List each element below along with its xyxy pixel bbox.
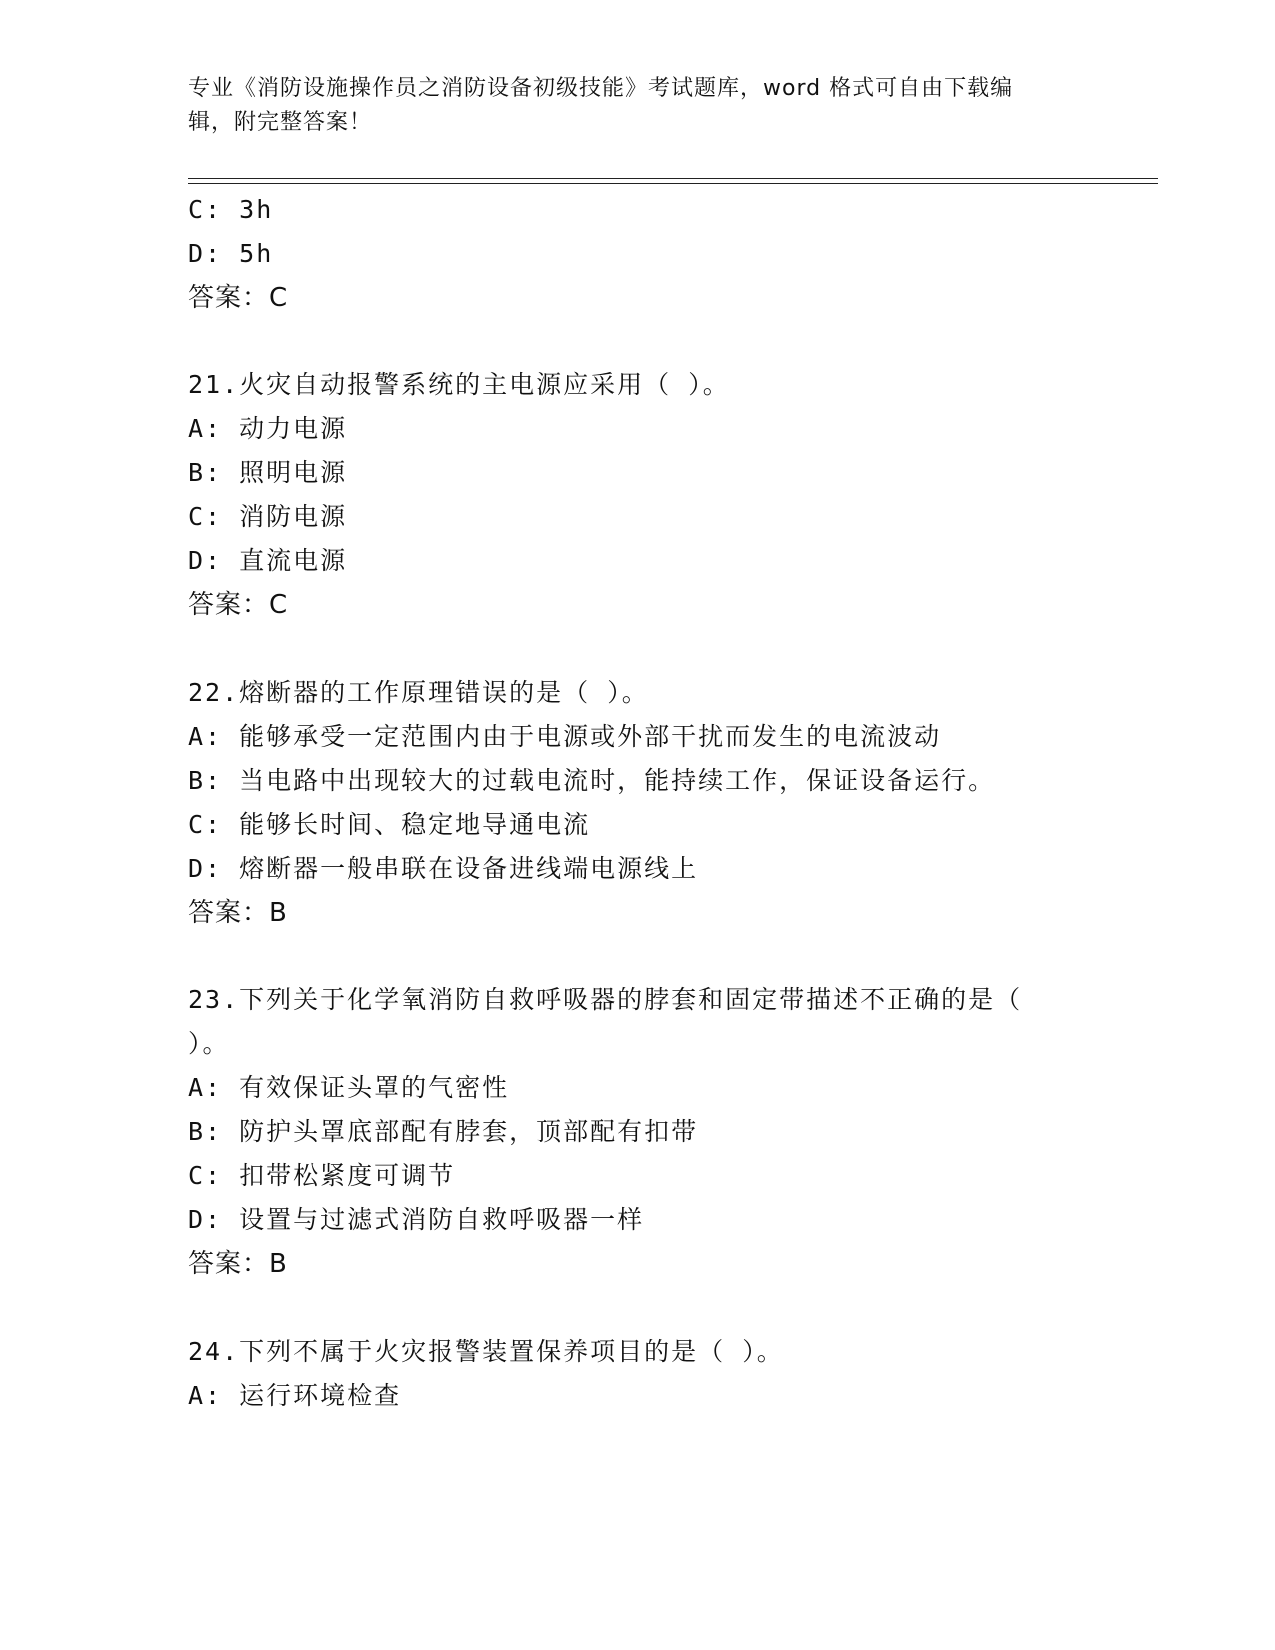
header-divider-top xyxy=(188,178,1158,179)
option-d: D: 5h xyxy=(188,239,274,268)
document-header xyxy=(188,72,1088,140)
question-23-stem-line-2: ）。 xyxy=(188,1029,230,1058)
question-24-option-a: A: 运行环境检查 xyxy=(188,1381,402,1410)
question-22-answer: 答案：B xyxy=(188,898,288,928)
question-24-stem: 24.下列不属于火灾报警装置保养项目的是（ ）。 xyxy=(188,1337,784,1366)
question-21-option-b: B: 照明电源 xyxy=(188,458,348,487)
question-23-option-d: D: 设置与过滤式消防自救呼吸器一样 xyxy=(188,1205,645,1234)
question-21-stem: 21.火灾自动报警系统的主电源应采用（ ）。 xyxy=(188,370,730,399)
header-line-1: 专业《消防设施操作员之消防设备初级技能》考试题库，word 格式可自由下载编 xyxy=(188,76,1014,101)
question-21-option-d: D: 直流电源 xyxy=(188,546,348,575)
question-23-option-a: A: 有效保证头罩的气密性 xyxy=(188,1073,510,1102)
question-23-answer: 答案：B xyxy=(188,1249,288,1279)
header-line-2: 辑，附完整答案！ xyxy=(188,110,373,135)
question-21-option-a: A: 动力电源 xyxy=(188,414,348,443)
question-23-option-c: C: 扣带松紧度可调节 xyxy=(188,1161,456,1190)
option-c: C: 3h xyxy=(188,195,274,224)
question-21-answer: 答案：C xyxy=(188,590,289,620)
question-23-option-b: B: 防护头罩底部配有脖套，顶部配有扣带 xyxy=(188,1117,699,1146)
header-divider-bottom xyxy=(188,183,1158,184)
question-22-option-c: C: 能够长时间、稳定地导通电流 xyxy=(188,810,591,839)
question-22-stem: 22.熔断器的工作原理错误的是（ ）。 xyxy=(188,678,649,707)
question-22-option-a: A: 能够承受一定范围内由于电源或外部干扰而发生的电流波动 xyxy=(188,722,942,751)
answer-line: 答案：C xyxy=(188,283,289,313)
question-22-option-b: B: 当电路中出现较大的过载电流时，能持续工作，保证设备运行。 xyxy=(188,766,996,795)
question-22-option-d: D: 熔断器一般串联在设备进线端电源线上 xyxy=(188,854,699,883)
question-23-stem-line-1: 23.下列关于化学氧消防自救呼吸器的脖套和固定带描述不正确的是（ xyxy=(188,985,1023,1014)
question-21-option-c: C: 消防电源 xyxy=(188,502,348,531)
